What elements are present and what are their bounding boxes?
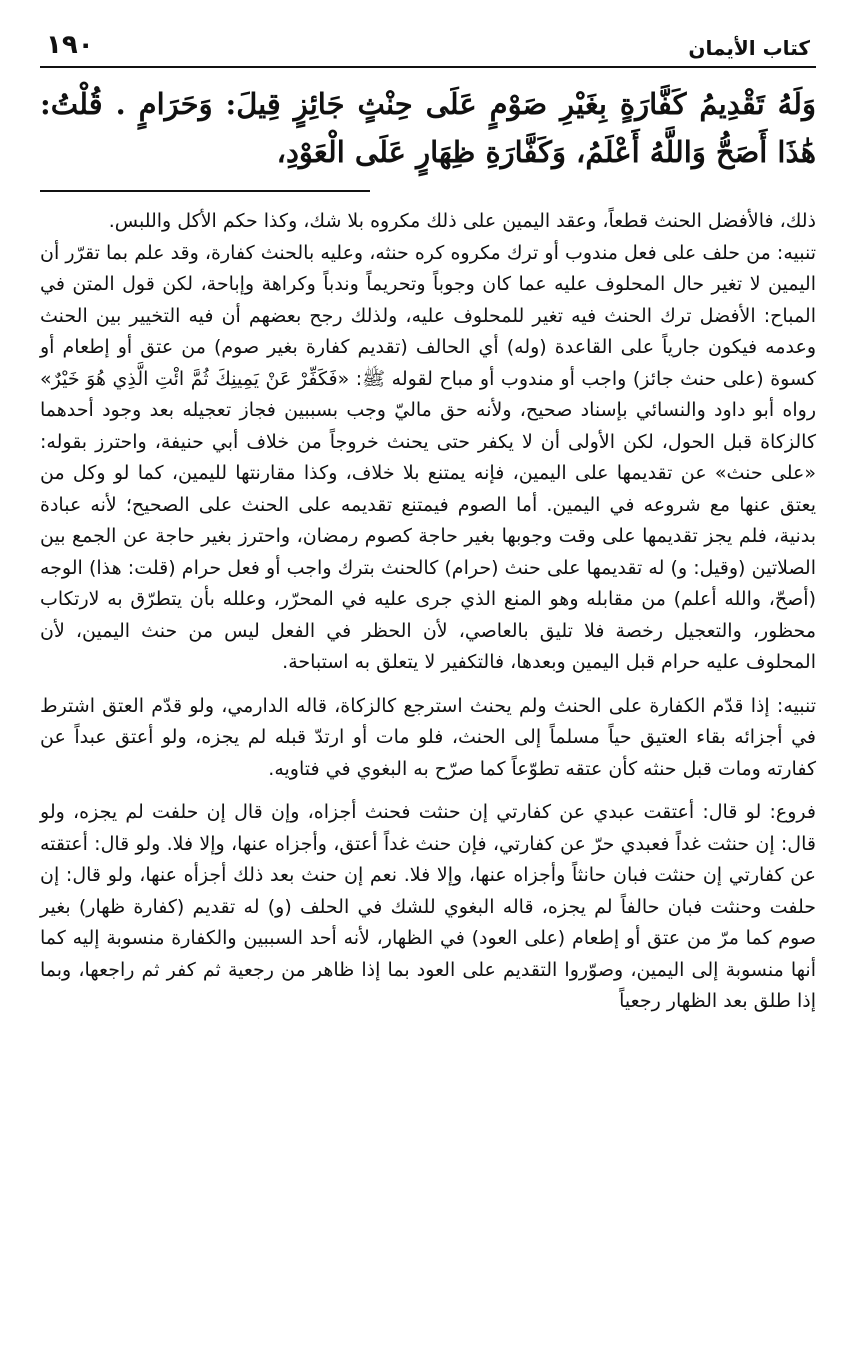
commentary-paragraph: فروع: لو قال: أعتقت عبدي عن كفارتي إن حنثت فحنث أجزاه، وإن قال إن حلفت لم يجزه، ولو قال: إن حنثت غداً فعبدي حرّ عن كفارتي، فإن حنث غداً أعتق، وأجزاه عنها، وإلا فلا. ولو قال: أعتقته عن كفارتي إن حنثت فبان حانثاً وأجزاه عنها، وإلا فلا. نعم إن حنث بعد ذلك أجزأه عنها، ولو قال: إن حلفت وحنثت فبان حالفاً لم يجزه، قاله البغوي للشك في الحلف (و) له تقديم (كفارة ظهار) بغير صوم كما مرّ من عتق أو إطعام (على العود) في الظهار، لأنه أحد السببين والكفارة منسوبة إليه كما أنها منسوبة إلى اليمين، وصوّروا التقديم على العود بما إذا ظاهر من رجعية ثم كفر ثم راجعها، وبما إذا طلق بعد الظهار رجعياً	[40, 801, 816, 1012]
book-title: كتاب الأيمان	[688, 36, 810, 60]
commentary-paragraph: تنبيه: من حلف على فعل مندوب أو ترك مكروه كره حنثه، وعليه بالحنث كفارة، وقد علم بما تقرّر أن اليمين لا تغير حال المحلوف عليه عما كان وجوباً وتحريماً وندباً وكراهة وإباحة، لكن قول المتن في المباح: الأفضل ترك الحنث فيه تغير للمحلوف عليه، ولذلك رجح بعضهم أن فيه التخيير بين الحنث وعدمه فيكون جارياً على القاعدة (وله) أي الحالف (تقديم كفارة بغير صوم) من عتق أو إطعام أو كسوة (على حنث جائز) واجب أو مندوب أو مباح لقوله ﷺ: «فَكَفِّرْ عَنْ يَمِينِكَ ثُمَّ ائْتِ الَّذِي هُوَ خَيْرٌ» رواه أبو داود والنسائي بإسناد صحيح، ولأنه حق ماليّ وجب بسببين فجاز تعجيله بعد وجود أحدهما كالزكاة قبل الحول، لكن الأولى أن لا يكفر حتى يحنث خروجاً من خلاف أبي حنيفة، واحترز بقوله: «على حنث» عن تقديمها على اليمين، فإنه يمتنع بلا خلاف، وكذا مقارنتها لليمين، كما لو وكل من يعتق عنها مع شروعه في اليمين. أما الصوم فيمتنع تقديمه على الحنث على الصحيح؛ لأنه عبادة بدنية، فلم يجز تقديمها على وقت وجوبها بغير حاجة كصوم رمضان، واحترز بغير حاجة عن الجمع بين الصلاتين (وقيل: و) له تقديمها على حنث (حرام) كالحنث بترك واجب أو فعل حرام (قلت: هذا) الوجه (أصحّ، والله أعلم) من مقابله وهو المنع الذي جرى عليه في المحرّر، وعلله بأن يتطرّق به لارتكاب محظور، والتعجيل رخصة فلا تليق بالعاصي، لأن الحظر في الفعل ليس من حنث اليمين، لأن المحلوف عليه حرام قبل اليمين وبعدها، فالتكفير لا يتعلق به استباحة.	[40, 241, 816, 673]
footnote-separator	[40, 190, 370, 192]
matn-text: وَلَهُ تَقْدِيمُ كَفَّارَةٍ بِغَيْرِ صَوْمٍ عَلَى حِنْثٍ جَائِزٍ قِيلَ: وَحَرَامٍ . قُلْتُ: هَٰذَا أَصَحُّ وَاللَّهُ أَعْلَمُ، وَكَفَّارَةِ ظِهَارٍ عَلَى الْعَوْدِ،	[40, 87, 816, 169]
commentary-paragraph: ذلك، فالأفضل الحنث قطعاً، وعقد اليمين على ذلك مكروه بلا شك، وكذا حكم الأكل واللبس.	[108, 210, 816, 232]
footnote-separator-wrap	[40, 190, 816, 192]
page-header	[40, 30, 816, 68]
page-number: ١٩٠	[46, 30, 94, 60]
commentary	[40, 206, 816, 1018]
commentary-paragraph: تنبيه: إذا قدّم الكفارة على الحنث ولم يحنث استرجع كالزكاة، قاله الدارمي، ولو قدّم العتق اشترط في أجزائه بقاء العتيق حياً مسلماً إلى الحنث، فلو مات أو ارتدّ قبله لم يجزه، ولو أعتق عبداً عن كفارته ومات قبل حنثه كأن عتقه تطوّعاً كما صرّح به البغوي في فتاويه.	[40, 694, 816, 780]
